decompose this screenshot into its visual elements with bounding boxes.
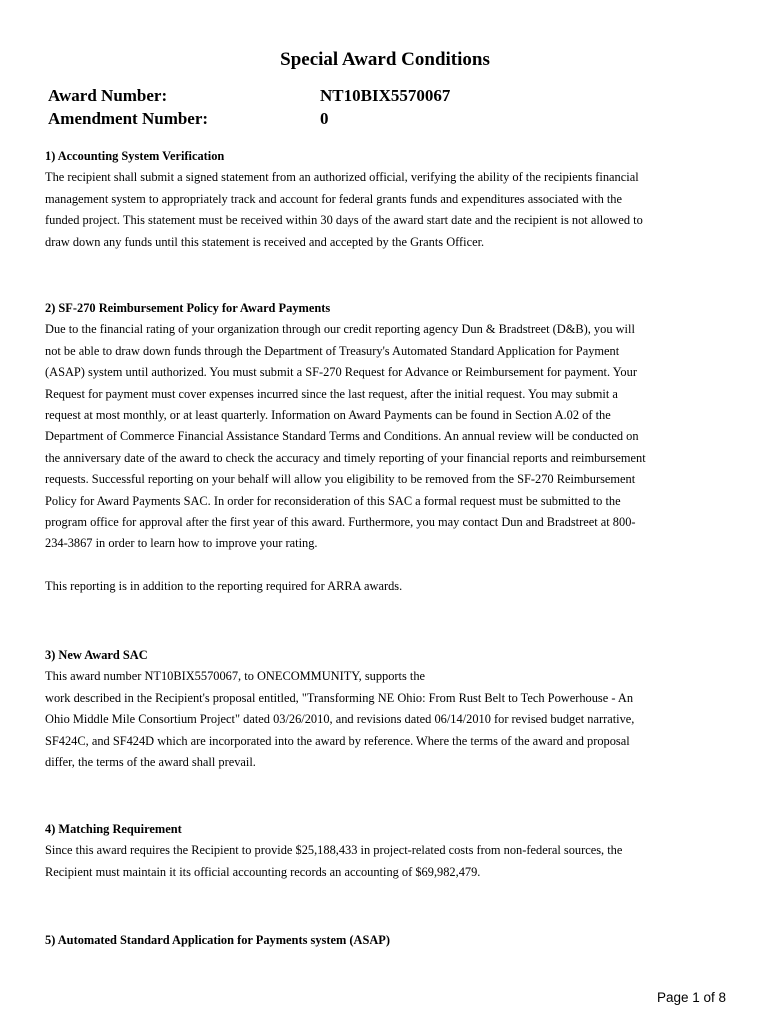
section-matching-requirement bbox=[45, 819, 725, 883]
section-asap bbox=[45, 930, 725, 951]
body-line: program office for approval after the first year of this award. Furthermore, you may contact Dun and Bradstreet at 800- bbox=[45, 515, 636, 530]
body-line: Recipient must maintain it its official accounting records an accounting of $69,982,479. bbox=[45, 864, 481, 879]
section-body bbox=[45, 167, 725, 253]
body-line: Request for payment must cover expenses incurred since the last request, after the initial request. You may submit a bbox=[45, 386, 618, 401]
body-line: 234-3867 in order to learn how to improve your rating. bbox=[45, 536, 318, 551]
section-body bbox=[45, 666, 725, 773]
section-heading: 3) New Award SAC bbox=[45, 648, 148, 662]
body-line: draw down any funds until this statement is received and accepted by the Grants Officer. bbox=[45, 234, 485, 249]
body-line: Due to the financial rating of your organization through our credit reporting agency Dun & Bradstreet (D&B), you will bbox=[45, 322, 635, 337]
section-new-award-sac bbox=[45, 645, 725, 773]
body-line: differ, the terms of the award shall prevail. bbox=[45, 755, 256, 770]
body-line: not be able to draw down funds through the Department of Treasury's Automated Standard Application for Payment bbox=[45, 343, 620, 358]
page-indicator: Page 1 of 8 bbox=[656, 990, 726, 1005]
section-body bbox=[45, 319, 725, 597]
body-line: request at most monthly, or at least quarterly. Information on Award Payments can be found in Section A.02 of the bbox=[45, 408, 611, 423]
section-accounting-system-verification bbox=[45, 146, 725, 253]
section-note: This reporting is in addition to the reporting required for ARRA awards. bbox=[45, 579, 403, 594]
amendment-number-label: Amendment Number: bbox=[48, 109, 209, 128]
section-body bbox=[45, 840, 725, 883]
body-line: management system to appropriately track and account for federal grants funds and expenditures associated with the bbox=[45, 191, 622, 206]
page-title: Special Award Conditions bbox=[280, 49, 490, 70]
body-line: SF424C, and SF424D which are incorporated into the award by reference. Where the terms of the award and proposal bbox=[45, 733, 630, 748]
body-line: Ohio Middle Mile Consortium Project" dated 03/26/2010, and revisions dated 06/14/2010 for revised budget narrative, bbox=[45, 712, 635, 727]
body-line: Policy for Award Payments SAC. In order for reconsideration of this SAC a formal request must be submitted to the bbox=[45, 493, 621, 508]
award-number-value: NT10BIX5570067 bbox=[320, 86, 451, 105]
body-line: work described in the Recipient's proposal entitled, "Transforming NE Ohio: From Rust Belt to Tech Powerhouse - An bbox=[45, 690, 634, 705]
body-line: This award number NT10BIX5570067, to ONECOMMUNITY, supports the bbox=[45, 669, 426, 684]
award-number-label: Award Number: bbox=[48, 86, 168, 105]
section-heading: 2) SF-270 Reimbursement Policy for Award Payments bbox=[45, 301, 331, 315]
section-sf270-reimbursement-policy bbox=[45, 298, 725, 598]
body-line: Department of Commerce Financial Assistance Standard Terms and Conditions. An annual review will be conducted on bbox=[45, 429, 639, 444]
body-line: Since this award requires the Recipient to provide $25,188,433 in project-related costs from non-federal sources, the bbox=[45, 843, 623, 858]
body-line: The recipient shall submit a signed statement from an authorized official, verifying the ability of the recipients financial bbox=[45, 170, 639, 185]
section-heading: 5) Automated Standard Application for Payments system (ASAP) bbox=[45, 933, 390, 947]
body-line: requests. Successful reporting on your behalf will allow you eligibility to be removed from the SF-270 Reimbursement bbox=[45, 472, 636, 487]
body-line: funded project. This statement must be received within 30 days of the award start date and the recipient is not allowed to bbox=[45, 213, 643, 228]
body-line: (ASAP) system until authorized. You must submit a SF-270 Request for Advance or Reimbursement for payment. Your bbox=[45, 365, 637, 380]
section-heading: 4) Matching Requirement bbox=[45, 822, 182, 836]
amendment-number-value: 0 bbox=[320, 109, 329, 128]
body-line: the anniversary date of the award to check the accuracy and timely reporting of your financial reports and reimbursement bbox=[45, 450, 646, 465]
section-heading: 1) Accounting System Verification bbox=[45, 149, 225, 163]
paragraph-gap bbox=[45, 555, 725, 576]
